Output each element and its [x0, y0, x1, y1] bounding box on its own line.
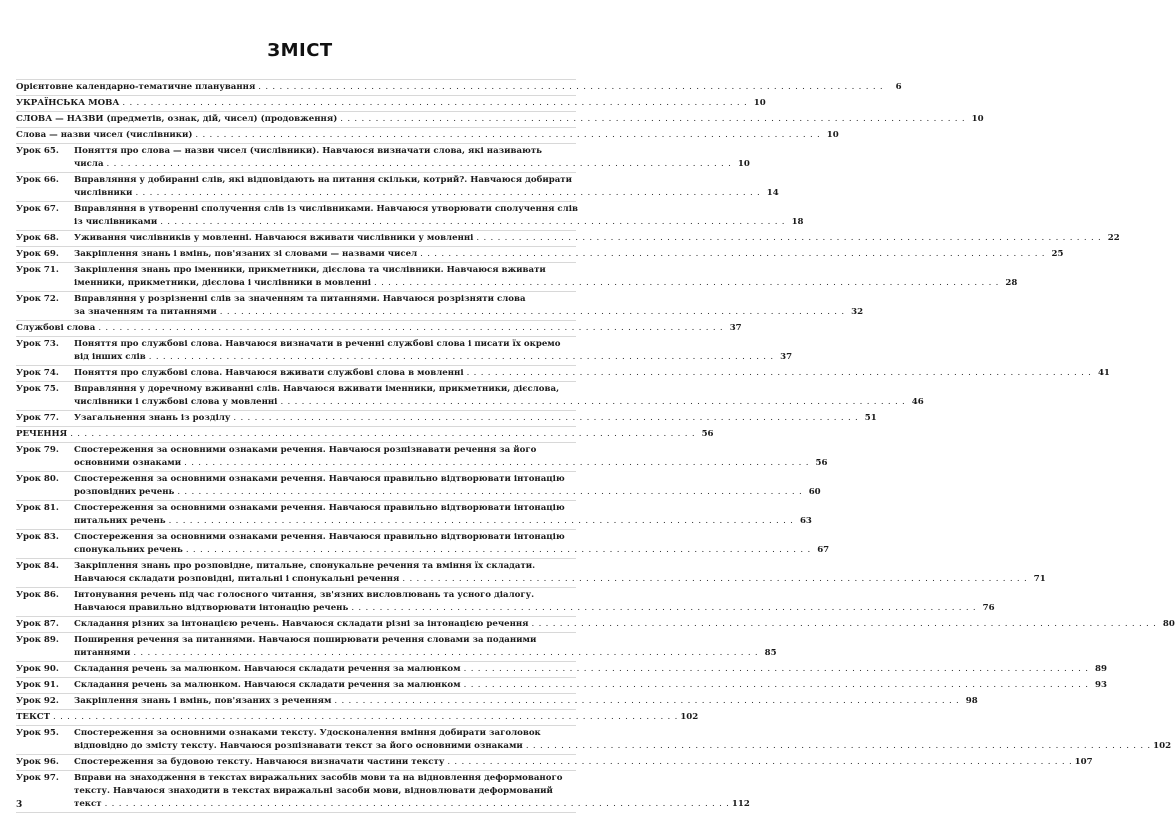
entry-page-number: 89 — [1094, 664, 1107, 674]
lesson-number: Урок 96. — [16, 757, 59, 767]
dot-leader — [420, 248, 1044, 261]
toc-lesson-entry[interactable] — [16, 633, 777, 662]
entry-page-number: 25 — [1051, 249, 1064, 259]
entry-title-line: Поширення речення за питаннями. Навчаюся поширювати речення словами за поданими — [74, 635, 537, 645]
dot-leader — [258, 81, 882, 94]
entry-title-line: Службові слова — [16, 323, 96, 333]
dot-leader — [340, 113, 964, 126]
page-number: 3 — [16, 800, 23, 810]
entry-title-line: питальних речень — [74, 516, 166, 526]
lesson-number: Урок 80. — [16, 474, 59, 484]
toc-section-entry[interactable] — [16, 427, 714, 443]
entry-title-line: Спостереження за основними ознаками речення. Навчаюся правильно відтворювати інтонацію — [74, 474, 565, 484]
dot-leader — [402, 573, 1026, 586]
lesson-number: Урок 71. — [16, 265, 59, 275]
toc-section-entry[interactable] — [16, 321, 742, 337]
dot-leader — [447, 756, 1071, 769]
toc-lesson-entry[interactable] — [16, 263, 1018, 292]
entry-page-number: 112 — [731, 799, 750, 809]
entry-title-line: Складання різних за інтонацією речень. Навчаюся складати різні за інтонацією речення — [74, 619, 529, 629]
dot-leader — [70, 428, 694, 441]
entry-title-line: основними ознаками — [74, 458, 182, 468]
dot-leader — [464, 663, 1088, 676]
page-title: ЗМІСТ — [267, 40, 333, 61]
entry-page-number: 46 — [911, 397, 924, 407]
entry-page-number: 107 — [1074, 757, 1093, 767]
dot-leader — [220, 306, 844, 319]
lesson-number: Урок 83. — [16, 532, 59, 542]
entry-title-line: Уживання числівників у мовленні. Навчаюся вживати числівники у мовленні — [74, 233, 474, 243]
dot-leader — [334, 695, 958, 708]
lesson-number: Урок 69. — [16, 249, 59, 259]
toc-lesson-entry[interactable] — [16, 755, 1093, 771]
lesson-number: Урок 86. — [16, 590, 59, 600]
lesson-number: Урок 90. — [16, 664, 59, 674]
toc-section-entry[interactable] — [16, 710, 699, 726]
dot-leader — [233, 412, 857, 425]
toc-lesson-entry[interactable] — [16, 231, 1120, 247]
lesson-number: Урок 67. — [16, 204, 59, 214]
entry-page-number: 56 — [815, 458, 828, 468]
dot-leader — [122, 97, 746, 110]
entry-title-line: Слова — назви чисел (числівники) — [16, 130, 193, 140]
entry-page-number: 10 — [753, 98, 766, 108]
toc-lesson-entry[interactable] — [16, 247, 1064, 263]
entry-title-line: Навчаюся правильно відтворювати інтонацію речень — [74, 603, 349, 613]
dot-leader — [105, 798, 729, 811]
entry-title-line: ТЕКСТ — [16, 712, 50, 722]
lesson-number: Урок 84. — [16, 561, 59, 571]
entry-title-line: Спостереження за основними ознаками речення. Навчаюся правильно відтворювати інтонацію — [74, 532, 565, 542]
entry-page-number: 56 — [701, 429, 714, 439]
dot-leader — [526, 740, 1150, 753]
entry-title-line: питаннями — [74, 648, 131, 658]
dot-leader — [374, 277, 998, 290]
entry-page-number: 63 — [799, 516, 812, 526]
entry-title-line: Закріплення знань про іменники, прикметники, дієслова та числівники. Навчаюся вживати — [74, 265, 546, 275]
entry-title-line: Поняття про службові слова. Навчаюся визначати в реченні службові слова і писати їх окремо — [74, 339, 561, 349]
entry-title-line: Вправляння у добиранні слів, які відповідають на питання скільки, котрий?. Навчаюся добирати — [74, 175, 572, 185]
entry-title-line: Спостереження за основними ознаками речення. Навчаюся розпізнавати речення за його — [74, 445, 537, 455]
lesson-number: Урок 79. — [16, 445, 59, 455]
entry-title-line: спонукальних речень — [74, 545, 183, 555]
dot-leader — [476, 232, 1100, 245]
lesson-number: Урок 97. — [16, 773, 59, 783]
lesson-number: Урок 77. — [16, 413, 59, 423]
toc-lesson-entry[interactable] — [16, 617, 1175, 633]
entry-title-line: Спостереження за будовою тексту. Навчаюся визначати частини тексту — [74, 757, 445, 767]
toc-lesson-entry[interactable] — [16, 366, 1110, 382]
entry-page-number: 6 — [895, 82, 902, 92]
toc-lesson-entry[interactable] — [16, 411, 877, 427]
lesson-number: Урок 91. — [16, 680, 59, 690]
toc-lesson-entry[interactable] — [16, 662, 1107, 678]
entry-title-line: Орієнтовне календарно-тематичне планування — [16, 82, 256, 92]
entry-page-number: 41 — [1097, 368, 1110, 378]
dot-leader — [532, 618, 1156, 631]
entry-title-line: Закріплення знань і вмінь, пов'язаних зі словами — назвами чисел — [74, 249, 418, 259]
dot-leader — [160, 216, 784, 229]
entry-title-line: числа — [74, 159, 104, 169]
dot-leader — [177, 486, 801, 499]
entry-page-number: 14 — [766, 188, 779, 198]
entry-page-number: 76 — [982, 603, 995, 613]
lesson-number: Урок 87. — [16, 619, 59, 629]
entry-title-line: Закріплення знань про розповідне, питальне, спонукальне речення та вміння їх складати. — [74, 561, 536, 571]
toc-lesson-entry[interactable] — [16, 472, 821, 501]
dot-leader — [135, 187, 759, 200]
entry-title-line: РЕЧЕННЯ — [16, 429, 68, 439]
toc-section-entry[interactable] — [16, 112, 984, 128]
entry-title-line: іменники, прикметники, дієслова і числівники в мовленні — [74, 278, 372, 288]
dot-leader — [169, 515, 793, 528]
entry-title-line: відповідно до змісту тексту. Навчаюся розпізнавати текст за його основними ознаками — [74, 741, 523, 751]
entry-page-number: 102 — [1153, 741, 1172, 751]
toc-lesson-entry[interactable] — [16, 382, 924, 411]
entry-page-number: 102 — [680, 712, 699, 722]
dot-leader — [133, 647, 757, 660]
toc-lesson-entry[interactable] — [16, 144, 750, 173]
entry-page-number: 32 — [851, 307, 864, 317]
entry-title-line: розповідних речень — [74, 487, 175, 497]
lesson-number: Урок 74. — [16, 368, 59, 378]
lesson-number: Урок 65. — [16, 146, 59, 156]
entry-page-number: 37 — [729, 323, 742, 333]
entry-title-line: Спостереження за основними ознаками тексту. Удосконалення вміння добирати заголовок — [74, 728, 541, 738]
entry-title-line: числівники — [74, 188, 133, 198]
entry-title-line: Спостереження за основними ознаками речення. Навчаюся правильно відтворювати інтонацію — [74, 503, 565, 513]
entry-page-number: 60 — [808, 487, 821, 497]
entry-title-line: Поняття про слова — назви чисел (числівники). Навчаюся визначати слова, які називають — [74, 146, 543, 156]
entry-title-line: за значенням та питаннями — [74, 307, 217, 317]
entry-page-number: 28 — [1005, 278, 1018, 288]
entry-title-line: Вправляння у розрізненні слів за значенням та питаннями. Навчаюся розрізняти слова — [74, 294, 526, 304]
lesson-number: Урок 92. — [16, 696, 59, 706]
toc-lesson-entry[interactable] — [16, 501, 812, 530]
lesson-number: Урок 89. — [16, 635, 59, 645]
toc-lesson-entry[interactable] — [16, 726, 1172, 755]
entry-title-line: Вправи на знаходження в текстах виражальних засобів мови та на відновлення деформованого — [74, 773, 563, 783]
entry-title-line: Навчаюся складати розповідні, питальні і спонукальні речення — [74, 574, 400, 584]
lesson-number: Урок 66. — [16, 175, 59, 185]
entry-page-number: 93 — [1094, 680, 1107, 690]
toc-lesson-entry[interactable] — [16, 530, 830, 559]
entry-page-number: 18 — [791, 217, 804, 227]
dot-leader — [351, 602, 975, 615]
entry-title-line: Складання речень за малюнком. Навчаюся складати речення за малюнком — [74, 664, 461, 674]
dot-leader — [53, 711, 677, 724]
entry-title-line: числівники і службові слова у мовленні — [74, 397, 278, 407]
dot-leader — [98, 322, 722, 335]
entry-page-number: 67 — [817, 545, 830, 555]
entry-title-line: Складання речень за малюнком. Навчаюся складати речення за малюнком — [74, 680, 461, 690]
lesson-number: Урок 81. — [16, 503, 59, 513]
toc-lesson-entry[interactable] — [16, 678, 1107, 694]
entry-page-number: 98 — [965, 696, 978, 706]
toc-section-entry[interactable] — [16, 79, 902, 96]
dot-leader — [107, 158, 731, 171]
dot-leader — [467, 367, 1091, 380]
entry-title-line: Узагальнення знань із розділу — [74, 413, 231, 423]
dot-leader — [184, 457, 808, 470]
entry-title-line: від інших слів — [74, 352, 146, 362]
entry-page-number: 80 — [1162, 619, 1175, 629]
dot-leader — [280, 396, 904, 409]
entry-page-number: 85 — [764, 648, 777, 658]
entry-page-number: 10 — [826, 130, 839, 140]
dot-leader — [186, 544, 810, 557]
entry-page-number: 71 — [1033, 574, 1046, 584]
entry-title-line: тексту. Навчаюся знаходити в текстах виражальні засоби мови, відновлювати деформований — [74, 786, 553, 796]
lesson-number: Урок 68. — [16, 233, 59, 243]
toc-section-entry[interactable] — [16, 128, 839, 144]
toc-section-entry[interactable] — [16, 96, 766, 112]
toc-lesson-entry[interactable] — [16, 292, 864, 321]
lesson-number: Урок 75. — [16, 384, 59, 394]
toc-lesson-entry[interactable] — [16, 588, 995, 617]
entry-page-number: 51 — [864, 413, 877, 423]
table-of-contents — [16, 79, 1175, 813]
entry-page-number: 37 — [780, 352, 793, 362]
entry-title-line: Закріплення знань і вмінь, пов'язаних з реченням — [74, 696, 332, 706]
entry-title-line: СЛОВА — НАЗВИ (предметів, ознак, дій, чисел) (продовження) — [16, 114, 338, 124]
entry-title-line: Вправляння у доречному вживанні слів. Навчаюся вживати іменники, прикметники, дієслова, — [74, 384, 560, 394]
entry-page-number: 10 — [737, 159, 750, 169]
toc-lesson-entry[interactable] — [16, 443, 828, 472]
entry-title-line: Поняття про службові слова. Навчаюся вживати службові слова в мовленні — [74, 368, 464, 378]
lesson-number: Урок 95. — [16, 728, 59, 738]
lesson-number: Урок 73. — [16, 339, 59, 349]
dot-leader — [464, 679, 1088, 692]
entry-page-number: 10 — [971, 114, 984, 124]
toc-lesson-entry[interactable] — [16, 173, 779, 202]
dot-leader — [195, 129, 819, 142]
toc-lesson-entry[interactable] — [16, 694, 978, 710]
entry-title-line: Інтонування речень під час голосного читання, зв'язних висловлювань та усного діалогу. — [74, 590, 535, 600]
entry-title-line: із числівниками — [74, 217, 158, 227]
toc-lesson-entry[interactable] — [16, 559, 1046, 588]
lesson-number: Урок 72. — [16, 294, 59, 304]
entry-title-line: Вправляння в утворенні сполучення слів із числівниками. Навчаюся утворювати сполучення слів — [74, 204, 578, 214]
toc-lesson-entry[interactable] — [16, 202, 804, 231]
toc-lesson-entry[interactable] — [16, 771, 750, 813]
entry-page-number: 22 — [1107, 233, 1120, 243]
entry-title-line: УКРАЇНСЬКА МОВА — [16, 98, 120, 108]
dot-leader — [149, 351, 773, 364]
toc-lesson-entry[interactable] — [16, 337, 793, 366]
entry-title-line: текст — [74, 799, 102, 809]
